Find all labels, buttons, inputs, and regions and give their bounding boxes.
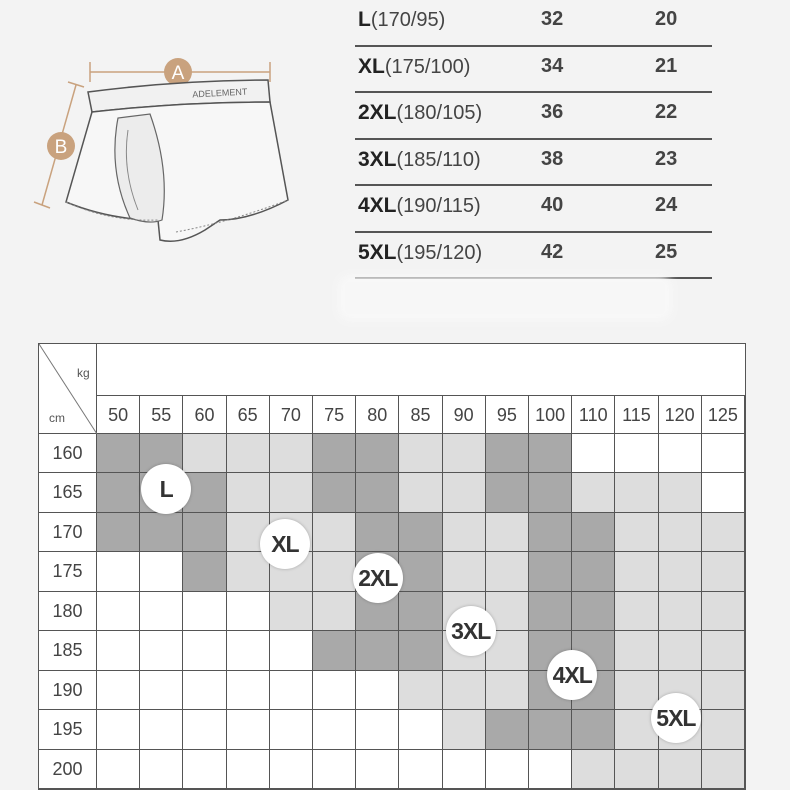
weight-column-header: 60 <box>183 396 226 434</box>
grid-cell <box>659 631 702 670</box>
grid-cell <box>572 552 615 591</box>
grid-cell <box>399 473 442 512</box>
grid-cell <box>140 513 183 552</box>
weight-column-header: 95 <box>486 396 529 434</box>
measure-b-value: 22 <box>655 101 678 123</box>
grid-cell <box>356 631 399 670</box>
grid-corner <box>39 344 97 434</box>
measure-a-value: 34 <box>541 54 564 77</box>
grid-cell <box>702 552 745 591</box>
grid-cell <box>356 710 399 749</box>
grid-cell <box>97 592 140 631</box>
size-label: L <box>358 8 371 31</box>
grid-cell <box>572 592 615 631</box>
grid-cell <box>227 434 270 473</box>
grid-cell <box>529 710 572 749</box>
grid-cell <box>486 434 529 473</box>
grid-cell <box>615 434 658 473</box>
grid-cell <box>529 552 572 591</box>
height-row-header: 200 <box>39 750 97 789</box>
grid-cell <box>486 473 529 512</box>
grid-cell <box>97 434 140 473</box>
grid-cell <box>486 750 529 789</box>
grid-cell <box>702 434 745 473</box>
grid-cell <box>356 671 399 710</box>
grid-cell <box>443 473 486 512</box>
grid-cell <box>270 434 313 473</box>
size-label: 3XL <box>358 147 397 171</box>
grid-cell <box>97 473 140 512</box>
measure-b-value: 24 <box>655 194 678 216</box>
grid-cell <box>615 473 658 512</box>
grid-cell <box>270 750 313 789</box>
grid-cell <box>399 710 442 749</box>
height-row-header: 195 <box>39 710 97 749</box>
grid-cell <box>615 552 658 591</box>
height-row-header: 165 <box>39 473 97 512</box>
waistband-brand: ADELEMENT <box>192 86 248 100</box>
grid-cell <box>529 434 572 473</box>
size-chart-grid <box>38 343 746 790</box>
grid-cell <box>183 552 226 591</box>
grid-cell <box>572 434 615 473</box>
size-badge: 3XL <box>446 606 496 656</box>
grid-cell <box>140 592 183 631</box>
size-range: (170/95) <box>370 9 446 31</box>
grid-cell <box>313 592 356 631</box>
grid-cell <box>227 592 270 631</box>
grid-cell <box>399 750 442 789</box>
grid-cell <box>443 750 486 789</box>
grid-cell <box>443 710 486 749</box>
grid-cell <box>443 552 486 591</box>
measure-a-value: 32 <box>541 8 564 30</box>
size-name-cell <box>358 101 482 125</box>
grid-cell <box>183 750 226 789</box>
grid-cell <box>227 671 270 710</box>
grid-cell <box>97 631 140 670</box>
size-label: 2XL <box>358 101 397 124</box>
weight-column-header: 50 <box>97 396 140 434</box>
weight-column-header: 75 <box>313 396 356 434</box>
size-row <box>355 47 712 94</box>
measure-a-value: 40 <box>541 194 564 216</box>
grid-cell <box>615 671 658 710</box>
grid-cell <box>486 552 529 591</box>
size-range: (175/100) <box>384 55 471 78</box>
grid-cell <box>227 750 270 789</box>
grid-cell <box>227 552 270 591</box>
size-range: (195/120) <box>396 241 483 264</box>
grid-cell <box>97 513 140 552</box>
size-badge: L <box>141 464 191 514</box>
grid-cell <box>313 631 356 670</box>
grid-cell <box>399 513 442 552</box>
grid-cell <box>227 710 270 749</box>
grid-cell <box>356 750 399 789</box>
weight-column-header: 100 <box>529 396 572 434</box>
grid-cell <box>140 552 183 591</box>
grid-cell <box>356 473 399 512</box>
size-row <box>355 186 712 233</box>
dimension-a-label: A <box>171 63 185 84</box>
grid-cell <box>702 631 745 670</box>
grid-cell <box>270 473 313 512</box>
grid-cell <box>659 750 702 789</box>
grid-cell <box>702 473 745 512</box>
size-name-cell <box>358 194 481 218</box>
grid-cell <box>183 710 226 749</box>
size-badge: 2XL <box>353 553 403 603</box>
size-label: XL <box>358 54 385 78</box>
grid-cell <box>97 552 140 591</box>
height-row-header: 160 <box>39 434 97 473</box>
weight-column-header: 110 <box>572 396 615 434</box>
grid-cell <box>313 513 356 552</box>
grid-cell <box>529 592 572 631</box>
measure-a-value: 42 <box>541 240 564 263</box>
boxer-illustration <box>30 50 310 250</box>
size-label: 5XL <box>358 240 397 264</box>
blurred-caption <box>345 282 665 314</box>
weight-header-band <box>97 344 745 396</box>
measure-a-value: 36 <box>541 101 564 123</box>
corner-diagonal <box>39 344 97 434</box>
grid-cell <box>486 710 529 749</box>
height-row-header: 180 <box>39 592 97 631</box>
grid-cell <box>313 750 356 789</box>
grid-cell <box>356 513 399 552</box>
grid-cell <box>615 513 658 552</box>
size-row <box>355 233 712 280</box>
weight-column-header: 90 <box>443 396 486 434</box>
height-row-header: 190 <box>39 671 97 710</box>
measure-a-value: 38 <box>541 147 564 170</box>
size-row <box>355 93 712 140</box>
grid-cell <box>313 473 356 512</box>
size-row <box>355 0 712 47</box>
size-range: (180/105) <box>396 102 483 124</box>
grid-cell <box>659 592 702 631</box>
grid-cell <box>529 473 572 512</box>
weight-column-header: 55 <box>140 396 183 434</box>
grid-cell <box>313 552 356 591</box>
grid-cell <box>183 592 226 631</box>
grid-cell <box>659 473 702 512</box>
grid-cell <box>97 710 140 749</box>
grid-cell <box>270 710 313 749</box>
size-range: (190/115) <box>396 195 481 217</box>
grid-cell <box>529 513 572 552</box>
size-range: (185/110) <box>396 148 481 171</box>
measure-b-value: 23 <box>655 147 678 170</box>
grid-cell <box>140 671 183 710</box>
grid-cell <box>443 671 486 710</box>
grid-cell <box>313 710 356 749</box>
grid-cell <box>183 434 226 473</box>
measure-b-value: 25 <box>655 240 678 263</box>
grid-cell <box>529 750 572 789</box>
dimension-b-label: B <box>54 137 68 158</box>
grid-cell <box>399 552 442 591</box>
grid-cell <box>313 434 356 473</box>
grid-cell <box>615 631 658 670</box>
height-row-header: 170 <box>39 513 97 552</box>
weight-column-header: 115 <box>615 396 658 434</box>
grid-cell <box>659 434 702 473</box>
grid-cell <box>702 513 745 552</box>
grid-cell <box>227 631 270 670</box>
height-row-header: 185 <box>39 631 97 670</box>
grid-cell <box>659 513 702 552</box>
grid-cell <box>572 513 615 552</box>
weight-unit-label: kg <box>77 366 90 380</box>
grid-cell <box>572 710 615 749</box>
measure-b-value: 20 <box>655 8 678 30</box>
boxer-drawing <box>30 50 310 250</box>
weight-column-header: 120 <box>659 396 702 434</box>
size-badge: 4XL <box>547 650 597 700</box>
size-table <box>355 0 712 279</box>
weight-column-header: 125 <box>702 396 745 434</box>
size-label: 4XL <box>358 194 397 217</box>
weight-column-header: 80 <box>356 396 399 434</box>
grid-cell <box>356 434 399 473</box>
grid-cell <box>399 671 442 710</box>
grid-cell <box>313 671 356 710</box>
grid-cell <box>183 631 226 670</box>
grid-cell <box>486 671 529 710</box>
size-badge: 5XL <box>651 693 701 743</box>
grid-cell <box>227 473 270 512</box>
grid-cell <box>615 750 658 789</box>
grid-cell <box>443 513 486 552</box>
grid-cell <box>97 750 140 789</box>
grid-cell <box>270 631 313 670</box>
height-unit-label: cm <box>49 411 65 425</box>
grid-cell <box>702 750 745 789</box>
grid-cell <box>702 671 745 710</box>
size-name-cell <box>358 148 481 172</box>
grid-cell <box>615 592 658 631</box>
size-badge: XL <box>260 519 310 569</box>
grid-cell <box>702 592 745 631</box>
grid-cell <box>443 434 486 473</box>
weight-column-header: 85 <box>399 396 442 434</box>
grid-cell <box>659 552 702 591</box>
grid-cell <box>183 513 226 552</box>
grid-cell <box>572 750 615 789</box>
grid-cell <box>702 710 745 749</box>
size-name-cell <box>358 241 482 265</box>
grid-cell <box>140 750 183 789</box>
size-row <box>355 140 712 187</box>
size-name-cell <box>358 55 470 79</box>
weight-column-header: 70 <box>270 396 313 434</box>
grid-cell <box>399 434 442 473</box>
grid-cell <box>486 513 529 552</box>
grid-cell <box>270 671 313 710</box>
size-name-cell <box>358 8 445 32</box>
grid-cell <box>572 473 615 512</box>
grid-cell <box>140 710 183 749</box>
grid-cell <box>399 631 442 670</box>
grid-cell <box>270 592 313 631</box>
height-row-header: 175 <box>39 552 97 591</box>
grid-cell <box>97 671 140 710</box>
grid-cell <box>183 671 226 710</box>
grid-cell <box>399 592 442 631</box>
weight-column-header: 65 <box>227 396 270 434</box>
measure-b-value: 21 <box>655 54 678 77</box>
grid-cell <box>140 631 183 670</box>
